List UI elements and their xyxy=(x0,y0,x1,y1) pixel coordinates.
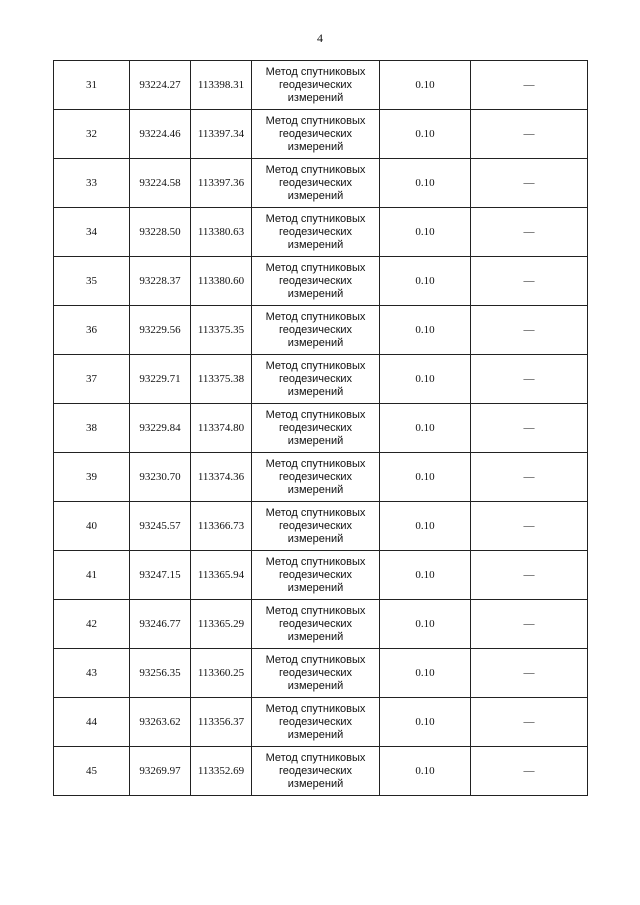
accuracy-cell: 0.10 xyxy=(380,551,471,600)
note-cell: — xyxy=(471,355,588,404)
accuracy-cell: 0.10 xyxy=(380,404,471,453)
method-cell xyxy=(252,159,380,208)
method-line-2: геодезических измерений xyxy=(278,715,353,741)
x-coordinate-cell: 93229.71 xyxy=(130,355,191,404)
method-line-1: Метод спутниковых xyxy=(265,555,366,568)
method-line-1: Метод спутниковых xyxy=(265,212,366,225)
y-coordinate-cell: 113397.34 xyxy=(191,110,252,159)
y-coordinate-cell: 113352.69 xyxy=(191,747,252,796)
table-row xyxy=(54,159,588,208)
method-line-1: Метод спутниковых xyxy=(265,408,366,421)
method-cell xyxy=(252,404,380,453)
method-cell xyxy=(252,502,380,551)
method-line-1: Метод спутниковых xyxy=(265,604,366,617)
point-number-cell: 42 xyxy=(54,600,130,649)
x-coordinate-cell: 93224.27 xyxy=(130,61,191,110)
method-line-2: геодезических измерений xyxy=(278,127,353,153)
y-coordinate-cell: 113374.80 xyxy=(191,404,252,453)
note-cell: — xyxy=(471,110,588,159)
x-coordinate-cell: 93224.58 xyxy=(130,159,191,208)
accuracy-cell: 0.10 xyxy=(380,159,471,208)
accuracy-cell: 0.10 xyxy=(380,257,471,306)
method-cell xyxy=(252,600,380,649)
method-cell xyxy=(252,551,380,600)
page-number: 4 xyxy=(317,31,323,45)
accuracy-cell: 0.10 xyxy=(380,502,471,551)
method-line-2: геодезических измерений xyxy=(278,78,353,104)
method-line-2: геодезических измерений xyxy=(278,666,353,692)
method-line-2: геодезических измерений xyxy=(278,519,353,545)
table-row xyxy=(54,404,588,453)
accuracy-cell: 0.10 xyxy=(380,110,471,159)
x-coordinate-cell: 93263.62 xyxy=(130,698,191,747)
accuracy-cell: 0.10 xyxy=(380,306,471,355)
method-line-1: Метод спутниковых xyxy=(265,310,366,323)
method-cell xyxy=(252,747,380,796)
x-coordinate-cell: 93228.50 xyxy=(130,208,191,257)
x-coordinate-cell: 93229.56 xyxy=(130,306,191,355)
method-cell xyxy=(252,355,380,404)
note-cell: — xyxy=(471,404,588,453)
method-line-1: Метод спутниковых xyxy=(265,506,366,519)
y-coordinate-cell: 113356.37 xyxy=(191,698,252,747)
method-line-1: Метод спутниковых xyxy=(265,702,366,715)
y-coordinate-cell: 113375.35 xyxy=(191,306,252,355)
method-line-1: Метод спутниковых xyxy=(265,163,366,176)
point-number-cell: 40 xyxy=(54,502,130,551)
y-coordinate-cell: 113398.31 xyxy=(191,61,252,110)
table-row xyxy=(54,551,588,600)
point-number-cell: 32 xyxy=(54,110,130,159)
y-coordinate-cell: 113380.63 xyxy=(191,208,252,257)
accuracy-cell: 0.10 xyxy=(380,208,471,257)
method-line-1: Метод спутниковых xyxy=(265,261,366,274)
accuracy-cell: 0.10 xyxy=(380,61,471,110)
note-cell: — xyxy=(471,306,588,355)
method-line-1: Метод спутниковых xyxy=(265,114,366,127)
point-number-cell: 34 xyxy=(54,208,130,257)
method-line-1: Метод спутниковых xyxy=(265,457,366,470)
x-coordinate-cell: 93269.97 xyxy=(130,747,191,796)
table-row xyxy=(54,649,588,698)
accuracy-cell: 0.10 xyxy=(380,453,471,502)
y-coordinate-cell: 113360.25 xyxy=(191,649,252,698)
note-cell: — xyxy=(471,159,588,208)
point-number-cell: 45 xyxy=(54,747,130,796)
y-coordinate-cell: 113397.36 xyxy=(191,159,252,208)
table-row xyxy=(54,306,588,355)
method-cell xyxy=(252,698,380,747)
note-cell: — xyxy=(471,747,588,796)
method-line-2: геодезических измерений xyxy=(278,568,353,594)
y-coordinate-cell: 113366.73 xyxy=(191,502,252,551)
point-number-cell: 41 xyxy=(54,551,130,600)
method-line-2: геодезических измерений xyxy=(278,470,353,496)
x-coordinate-cell: 93228.37 xyxy=(130,257,191,306)
table-row xyxy=(54,355,588,404)
point-number-cell: 39 xyxy=(54,453,130,502)
accuracy-cell: 0.10 xyxy=(380,747,471,796)
x-coordinate-cell: 93230.70 xyxy=(130,453,191,502)
y-coordinate-cell: 113365.94 xyxy=(191,551,252,600)
accuracy-cell: 0.10 xyxy=(380,698,471,747)
table-row xyxy=(54,502,588,551)
table-row xyxy=(54,61,588,110)
point-number-cell: 37 xyxy=(54,355,130,404)
x-coordinate-cell: 93256.35 xyxy=(130,649,191,698)
point-number-cell: 35 xyxy=(54,257,130,306)
method-line-1: Метод спутниковых xyxy=(265,653,366,666)
x-coordinate-cell: 93229.84 xyxy=(130,404,191,453)
method-cell xyxy=(252,649,380,698)
method-line-2: геодезических измерений xyxy=(278,225,353,251)
method-cell xyxy=(252,208,380,257)
accuracy-cell: 0.10 xyxy=(380,355,471,404)
method-line-2: геодезических измерений xyxy=(278,176,353,202)
note-cell: — xyxy=(471,600,588,649)
note-cell: — xyxy=(471,257,588,306)
table-row xyxy=(54,453,588,502)
method-cell xyxy=(252,306,380,355)
method-cell xyxy=(252,453,380,502)
method-cell xyxy=(252,61,380,110)
note-cell: — xyxy=(471,208,588,257)
y-coordinate-cell: 113365.29 xyxy=(191,600,252,649)
note-cell: — xyxy=(471,649,588,698)
point-number-cell: 38 xyxy=(54,404,130,453)
point-number-cell: 36 xyxy=(54,306,130,355)
x-coordinate-cell: 93245.57 xyxy=(130,502,191,551)
point-number-cell: 43 xyxy=(54,649,130,698)
table-row xyxy=(54,110,588,159)
table-row xyxy=(54,747,588,796)
method-line-2: геодезических измерений xyxy=(278,274,353,300)
x-coordinate-cell: 93224.46 xyxy=(130,110,191,159)
method-line-1: Метод спутниковых xyxy=(265,751,366,764)
method-line-1: Метод спутниковых xyxy=(265,359,366,372)
coordinates-table xyxy=(53,60,588,796)
method-line-2: геодезических измерений xyxy=(278,372,353,398)
point-number-cell: 44 xyxy=(54,698,130,747)
method-line-2: геодезических измерений xyxy=(278,323,353,349)
y-coordinate-cell: 113375.38 xyxy=(191,355,252,404)
table-row xyxy=(54,698,588,747)
method-cell xyxy=(252,110,380,159)
note-cell: — xyxy=(471,502,588,551)
x-coordinate-cell: 93247.15 xyxy=(130,551,191,600)
y-coordinate-cell: 113380.60 xyxy=(191,257,252,306)
table-row xyxy=(54,600,588,649)
table-body xyxy=(54,61,588,796)
note-cell: — xyxy=(471,698,588,747)
method-cell xyxy=(252,257,380,306)
method-line-2: геодезических измерений xyxy=(278,421,353,447)
x-coordinate-cell: 93246.77 xyxy=(130,600,191,649)
table-row xyxy=(54,208,588,257)
accuracy-cell: 0.10 xyxy=(380,600,471,649)
y-coordinate-cell: 113374.36 xyxy=(191,453,252,502)
note-cell: — xyxy=(471,453,588,502)
table-row xyxy=(54,257,588,306)
point-number-cell: 33 xyxy=(54,159,130,208)
point-number-cell: 31 xyxy=(54,61,130,110)
accuracy-cell: 0.10 xyxy=(380,649,471,698)
method-line-2: геодезических измерений xyxy=(278,617,353,643)
note-cell: — xyxy=(471,551,588,600)
note-cell: — xyxy=(471,61,588,110)
method-line-2: геодезических измерений xyxy=(278,764,353,790)
method-line-1: Метод спутниковых xyxy=(265,65,366,78)
